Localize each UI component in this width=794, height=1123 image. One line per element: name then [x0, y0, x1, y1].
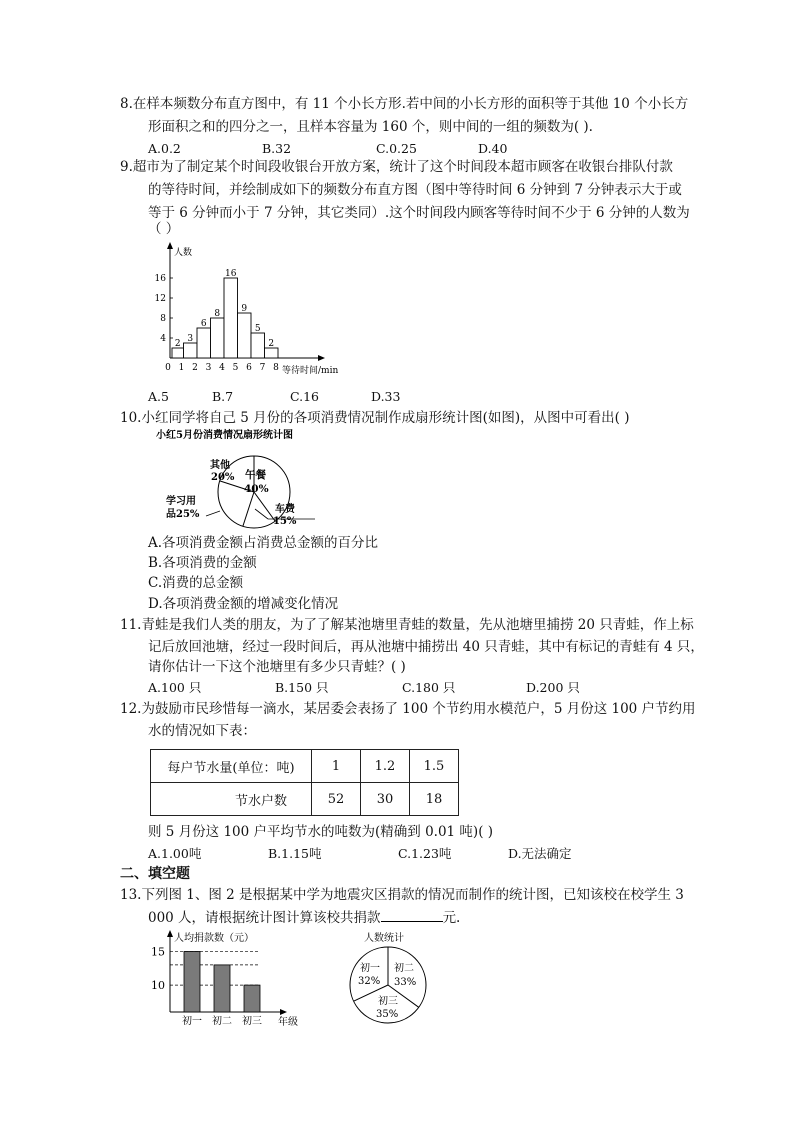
hist-bar	[184, 343, 198, 358]
table-header-cell: 每户节水量(单位：吨)	[151, 750, 312, 783]
pie2-value-grade2: 33%	[394, 977, 417, 988]
hist-x-tick-label: 6	[246, 363, 252, 373]
q13-line1: 13.下列图 1、图 2 是根据某中学为地震灾区捐款的情况而制作的统计图，已知该校在校学生 3	[120, 887, 684, 903]
q10-option-b: B.各项消费的金额	[148, 555, 257, 571]
pie1-value-study: 品25%	[166, 509, 200, 520]
hist-y-arrow	[167, 242, 173, 249]
table-cell: 1.2	[361, 750, 410, 783]
pie2-value-grade3: 35%	[376, 1009, 399, 1020]
pie2-title: 人数统计	[364, 933, 404, 944]
donation-x-arrow	[280, 1009, 287, 1015]
donation-y-tick-label: 15	[151, 945, 165, 959]
donation-x-tick-label: 初二	[212, 1016, 232, 1027]
student-count-pie-chart	[342, 928, 442, 1028]
hist-bar	[265, 348, 279, 358]
q8-line2: 形面积之和的四分之一，且样本容量为 160 个，则中间的一组的频数为( ).	[148, 119, 593, 135]
hist-x-tick-label: 0	[165, 363, 171, 373]
q12-option-b: B.1.15吨	[268, 846, 322, 861]
hist-bar	[251, 333, 265, 358]
table-cell: 52	[312, 783, 361, 816]
q8-option-a: A.0.2	[148, 141, 181, 156]
donation-title: 人均捐款数（元）	[174, 933, 254, 944]
q9-option-a: A.5	[148, 389, 169, 404]
hist-bar-value: 2	[174, 339, 181, 349]
pie1-value-lunch: 40%	[244, 483, 269, 495]
hist-x-tick-label: 3	[205, 363, 212, 373]
q10-option-d: D.各项消费金额的增减变化情况	[148, 596, 339, 612]
hist-bar	[238, 313, 252, 358]
donation-bar-chart	[142, 928, 312, 1028]
q9-option-c: C.16	[290, 389, 319, 404]
q11-line2: 记后放回池塘，经过一段时间后，再从池塘中捕捞出 40 只青蛙，其中有标记的青蛙有 4 只，	[148, 639, 704, 655]
q10-line1: 10.小红同学将自己 5 月份的各项消费情况制作成扇形统计图(如图)，从图中可看出( )	[120, 410, 630, 426]
hist-xlabel: 等待时间/min	[282, 366, 339, 376]
hist-bar	[197, 328, 211, 358]
hist-x-tick-label: 1	[178, 363, 185, 373]
q9-line4: （ ）	[148, 221, 180, 237]
hist-bar	[172, 348, 184, 358]
hist-ylabel: 人数	[174, 248, 193, 258]
hist-bar-value: 9	[241, 304, 248, 314]
table-cell: 1.5	[410, 750, 459, 783]
hist-y-tick-label: 16	[154, 274, 166, 284]
hist-bar-value: 8	[214, 309, 221, 319]
hist-x-tick-label: 2	[192, 363, 198, 373]
pie1-label-lunch: 午餐	[245, 469, 266, 481]
q8-option-c: C.0.25	[376, 141, 417, 156]
q13-line2	[148, 907, 460, 928]
pie1-title: 小红5月份消费情况扇形统计图	[156, 430, 293, 441]
pie1-label-other: 其他	[210, 460, 230, 471]
pie1-value-fare: 15%	[273, 516, 297, 527]
q12-option-c: C.1.23吨	[398, 846, 452, 861]
q9-option-b: B.7	[212, 389, 234, 404]
hist-bar	[211, 318, 225, 358]
water-saving-table	[150, 749, 459, 816]
pie2-label-grade3: 初三	[378, 996, 398, 1007]
q8-option-b: B.32	[262, 141, 292, 156]
hist-x-tick-label: 4	[219, 363, 225, 373]
donation-bar	[214, 965, 230, 1012]
hist-bar	[224, 278, 238, 358]
table-cell: 18	[410, 783, 459, 816]
donation-bar	[184, 951, 200, 1012]
donation-bar	[244, 985, 260, 1012]
hist-y-tick-label: 12	[154, 294, 166, 304]
hist-bar-value: 6	[200, 319, 207, 329]
pie2-value-grade1: 32%	[358, 976, 381, 987]
hist-x-tick-label: 7	[259, 363, 266, 373]
table-cell: 30	[361, 783, 410, 816]
hist-bar-value: 5	[254, 324, 261, 334]
q8-line1: 8.在样本频数分布直方图中，有 11 个小长方形.若中间的小长方形的面积等于其他 10 个小长方	[120, 96, 689, 112]
hist-y-tick-label: 4	[160, 334, 166, 344]
answer-blank[interactable]	[381, 907, 443, 922]
table-cell: 1	[312, 750, 361, 783]
q12-line3: 则 5 月份这 100 户平均节水的吨数为(精确到 0.01 吨)( )	[148, 824, 494, 840]
q10-option-a: A.各项消费金额占消费总金额的百分比	[148, 535, 379, 551]
pie2-label-grade1: 初一	[360, 963, 380, 974]
table-row	[151, 750, 459, 783]
q13-line2-end: 元.	[442, 910, 461, 926]
hist-bar-value: 16	[225, 269, 237, 279]
table-row	[151, 783, 459, 816]
q9-line2: 的等待时间，并绘制成如下的频数分布直方图（图中等待时间 6 分钟到 7 分钟表示大于或	[148, 182, 682, 198]
q12-option-d: D.无法确定	[508, 846, 572, 861]
donation-x-tick-label: 初一	[182, 1016, 202, 1027]
q11-option-c: C.180 只	[402, 680, 456, 695]
consumption-pie-chart	[150, 426, 320, 530]
hist-x-arrow	[318, 355, 325, 361]
q10-option-c: C.消费的总金额	[148, 575, 244, 591]
pie1-label-study: 学习用	[166, 496, 196, 507]
q8-option-d: D.40	[478, 141, 508, 156]
hist-x-tick-label: 8	[273, 363, 279, 373]
q13-line2-text: 000 人，请根据统计图计算该校共捐款	[148, 910, 381, 926]
section-fill-in-blank: 二、填空题	[120, 866, 190, 882]
pie1-label-fare: 车费	[275, 504, 295, 515]
q12-line1: 12.为鼓励市民珍惜每一滴水，某居委会表扬了 100 个节约用水模范户，5 月份这 100 户节约用	[120, 701, 696, 717]
pie1-value-other: 20%	[211, 472, 235, 483]
q12-option-a: A.1.00吨	[148, 846, 202, 861]
hist-y-tick-label: 8	[160, 314, 166, 324]
q11-option-d: D.200 只	[526, 680, 580, 695]
q11-line1: 11.青蛙是我们人类的朋友，为了了解某池塘里青蛙的数量，先从池塘里捕捞 20 只青蛙，作上标	[120, 617, 694, 633]
hist-bar-value: 3	[187, 334, 194, 344]
q9-line1: 9.超市为了制定某个时间段收银台开放方案，统计了这个时间段本超市顾客在收银台排队付款	[120, 159, 673, 175]
table-header-cell: 节水户数	[151, 783, 312, 816]
q11-line3: 请你估计一下这个池塘里有多少只青蛙？( )	[148, 659, 406, 675]
donation-xlabel: 年级	[278, 1017, 298, 1028]
hist-bar-value: 2	[268, 339, 275, 349]
hist-x-tick-label: 5	[232, 363, 239, 373]
donation-y-arrow	[167, 930, 173, 937]
donation-x-tick-label: 初三	[242, 1016, 262, 1027]
waiting-time-histogram	[150, 240, 360, 380]
q9-line3: 等于 6 分钟而小于 7 分钟，其它类同）.这个时间段内顾客等待时间不少于 6 分钟的人数为	[148, 205, 690, 221]
pie2-label-grade2: 初二	[394, 963, 414, 974]
pie1-study-leader	[206, 511, 220, 516]
q9-option-d: D.33	[371, 389, 401, 404]
q11-option-b: B.150 只	[275, 680, 329, 695]
donation-y-tick-label: 10	[151, 979, 165, 993]
q12-line2: 水的情况如下表：	[148, 723, 256, 739]
q11-option-a: A.100 只	[148, 680, 202, 695]
